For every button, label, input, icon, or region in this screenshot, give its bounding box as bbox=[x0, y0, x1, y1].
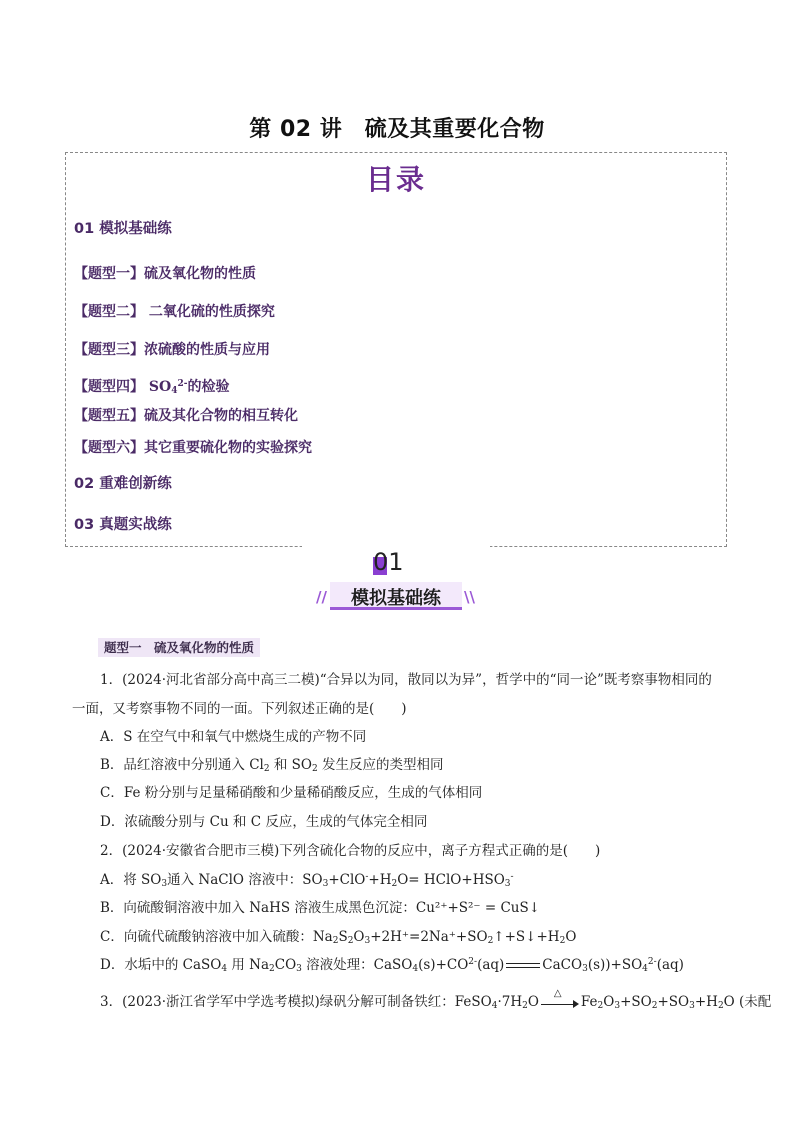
toc-section-3[interactable]: 03 真题实战练 bbox=[74, 517, 172, 533]
toc-item-2[interactable]: 【题型二】 二氧化硫的性质探究 bbox=[74, 304, 275, 320]
equilibrium-arrow-icon bbox=[506, 961, 540, 971]
q1-stem-line1: 1．(2024·河北省部分高中高三二模)“合异以为同，散同以为异”，哲学中的“同一论”既考察事物相同的 bbox=[100, 672, 712, 688]
left-slash-decoration: // bbox=[316, 588, 327, 606]
right-slash-decoration: \\ bbox=[464, 588, 475, 606]
q1-option-c: C．Fe 粉分别与足量稀硝酸和少量稀硝酸反应，生成的气体相同 bbox=[100, 785, 483, 801]
toc-item-6[interactable]: 【题型六】其它重要硫化物的实验探究 bbox=[74, 440, 312, 456]
question-type-tag: 题型一 硫及氧化物的性质 bbox=[98, 638, 260, 657]
table-of-contents bbox=[65, 152, 727, 547]
q1-option-a: A．S 在空气中和氧气中燃烧生成的产物不同 bbox=[100, 729, 367, 745]
toc-item-3[interactable]: 【题型三】浓硫酸的性质与应用 bbox=[74, 342, 270, 358]
q1-stem-line2: 一面，又考察事物不同的一面。下列叙述正确的是( ) bbox=[72, 701, 407, 717]
toc-section-2[interactable]: 02 重难创新练 bbox=[74, 476, 172, 492]
q2-option-b: B．向硫酸铜溶液中加入 NaHS 溶液生成黑色沉淀：Cu²⁺+S²⁻ = CuS↓ bbox=[100, 900, 541, 916]
q2-option-d: D．水垢中的 CaSO$_4$ 用 $Na_2CO_3$ 溶液处理：$CaSO_4(s)+CO^{2-}(aq)$ $CaCO_3(s))+SO_4^{2-}(aq)$ bbox=[100, 957, 684, 974]
q3-stem: 3．(2023·浙江省学军中学选考模拟)绿矾分解可制备铁红：$FeSO_4\cdot 7H_2O$ △ $Fe_2O_3+SO_2+SO_3+H_2O$ (未配 bbox=[100, 987, 772, 1011]
toc-section-1[interactable]: 01 模拟基础练 bbox=[74, 221, 172, 237]
toc-item-1[interactable]: 【题型一】硫及氧化物的性质 bbox=[74, 266, 256, 282]
toc-item-4[interactable]: 【题型四】 $SO_4^{2-}$的检验 bbox=[74, 379, 230, 396]
section-banner bbox=[316, 582, 476, 609]
heat-arrow-icon: △ bbox=[541, 996, 579, 1010]
page-title: 第 02 讲 硫及其重要化合物 bbox=[249, 117, 545, 142]
toc-heading: 目录 bbox=[365, 163, 426, 196]
q2-option-a: A．将 $SO_3$通入 NaClO 溶液中：$SO_3+ClO^-+H_2O=$ $HClO+HSO_3^-$ bbox=[100, 872, 514, 889]
q1-option-b: B．品红溶液中分别通入 $Cl_2$ 和 $SO_2$ 发生反应的类型相同 bbox=[100, 757, 444, 774]
q2-option-c: C．向硫代硫酸钠溶液中加入硫酸：$Na_2S_2O_3+2H^+=2Na^++SO_2↑+S↓+H_2O$ bbox=[100, 929, 577, 946]
section-title: 模拟基础练 bbox=[351, 588, 441, 609]
section-number: 01 bbox=[373, 548, 404, 576]
q2-stem: 2．(2024·安徽省合肥市三模)下列含硫化合物的反应中，离子方程式正确的是( ) bbox=[100, 843, 601, 859]
toc-item-5[interactable]: 【题型五】硫及其化合物的相互转化 bbox=[74, 408, 298, 424]
q1-option-d: D．浓硫酸分别与 Cu 和 C 反应，生成的气体完全相同 bbox=[100, 814, 428, 830]
